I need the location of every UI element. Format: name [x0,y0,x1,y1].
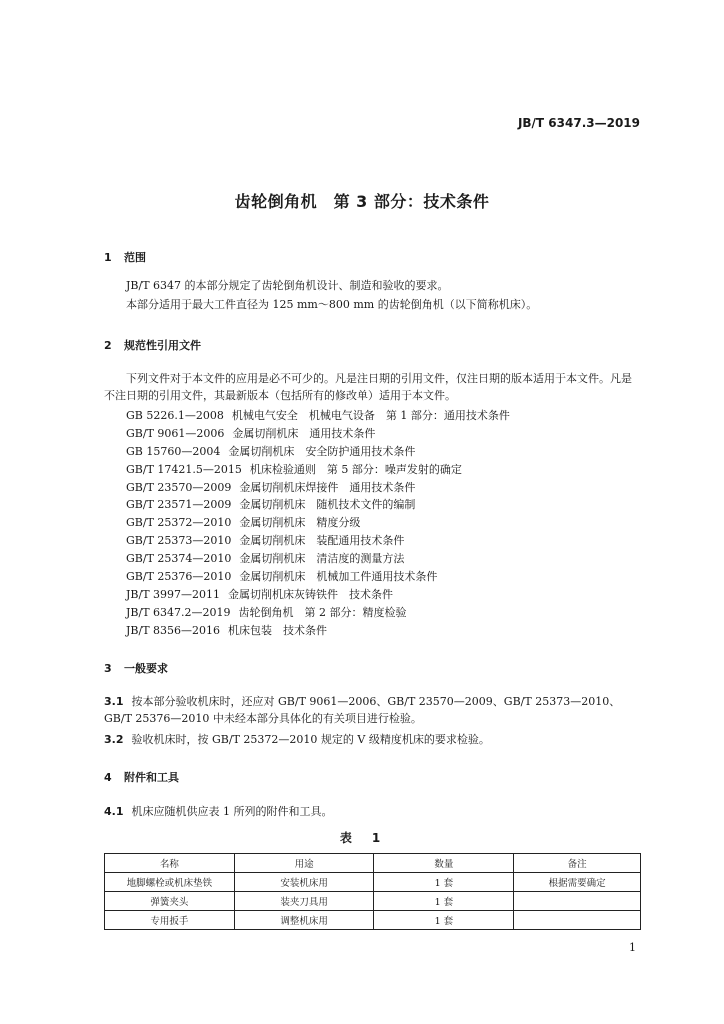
clause-text: 机床应随机供应表 1 所列的附件和工具。 [131,805,333,818]
table-cell: 地脚螺栓或机床垫铁 [105,873,235,892]
reference-item: GB/T 25374—2010 金属切削机床 清洁度的测量方法 [126,552,405,566]
table-caption: 表 1 [339,831,385,845]
table-cell: 调整机床用 [234,911,374,930]
table-cell: 1 套 [374,873,514,892]
reference-item: GB 5226.1—2008 机械电气安全 机械电气设备 第 1 部分：通用技术条件 [126,409,510,422]
column-header: 数量 [374,854,514,873]
clause-number: 3.1 [104,695,124,708]
section-3-heading [104,660,168,676]
section-4-heading [104,769,179,785]
scope-paragraph-2: 本部分适用于最大工件直径为 125 mm～800 mm 的齿轮倒角机（以下简称机床）。 [126,298,538,311]
page-number: 1 [629,941,636,954]
section-number: 2 [104,339,112,352]
column-header: 用途 [234,854,374,873]
clause-number: 4.1 [104,805,124,818]
reference-item: JB/T 3997—2011 金属切削机床灰铸铁件 技术条件 [126,587,394,601]
reference-item: GB/T 9061—2006 金属切削机床 通用技术条件 [126,426,376,440]
document-code: JB/T 6347.3—2019 [517,116,640,130]
document-title: 齿轮倒角机 第 3 部分：技术条件 [234,192,490,211]
clause-3-2 [104,731,640,748]
reference-item: GB/T 25376—2010 金属切削机床 机械加工件通用技术条件 [126,570,438,584]
section-title: 附件和工具 [124,771,179,784]
reference-item: JB/T 8356—2016 机床包装 技术条件 [126,623,328,637]
reference-list [126,407,510,640]
table-cell: 根据需要确定 [514,873,641,892]
clause-text: 按本部分验收机床时，还应对 GB/T 9061—2006、GB/T 23570—2009、GB/T 25373—2010、GB/T 25376—2010 中未经本部分具体化的有关项目进行检验。 [104,695,621,725]
references-intro: 下列文件对于本文件的应用是必不可少的。凡是注日期的引用文件，仅注日期的版本适用于本文件。凡是不注日期的引用文件，其最新版本（包括所有的修改单）适用于本文件。 [104,372,632,402]
section-2-heading [104,337,201,353]
scope-paragraph-1: JB/T 6347 的本部分规定了齿轮倒角机设计、制造和验收的要求。 [126,279,449,292]
section-title: 范围 [124,251,146,264]
accessories-table [104,853,641,930]
clause-3-1 [104,693,640,727]
section-1-heading [104,249,146,265]
column-header: 备注 [514,854,641,873]
column-header: 名称 [105,854,235,873]
table-cell: 装夹刀具用 [234,892,374,911]
table-cell: 专用扳手 [105,911,235,930]
reference-item: GB 15760—2004 金属切削机床 安全防护通用技术条件 [126,444,416,458]
section-number: 4 [104,771,112,784]
table-cell [514,911,641,930]
table-cell: 安装机床用 [234,873,374,892]
reference-item: GB/T 23571—2009 金属切削机床 随机技术文件的编制 [126,498,416,512]
table-cell: 弹簧夹头 [105,892,235,911]
table-cell [514,892,641,911]
table-cell: 1 套 [374,892,514,911]
table-header-row [105,854,641,873]
reference-item: GB/T 17421.5—2015 机床检验通则 第 5 部分：噪声发射的确定 [126,462,462,476]
table-row [105,873,641,892]
section-number: 3 [104,662,112,675]
clause-4-1 [104,803,640,820]
reference-item: GB/T 23570—2009 金属切削机床焊接件 通用技术条件 [126,480,416,494]
section-title: 规范性引用文件 [124,339,201,352]
section-title: 一般要求 [124,662,168,675]
section-number: 1 [104,251,112,264]
reference-item: JB/T 6347.2—2019 齿轮倒角机 第 2 部分：精度检验 [126,605,407,619]
table-cell: 1 套 [374,911,514,930]
reference-item: GB/T 25373—2010 金属切削机床 装配通用技术条件 [126,534,405,548]
clause-text: 验收机床时，按 GB/T 25372—2010 规定的 V 级精度机床的要求检验。 [131,733,490,746]
reference-item: GB/T 25372—2010 金属切削机床 精度分级 [126,516,361,530]
table-row [105,892,641,911]
table-row [105,911,641,930]
clause-number: 3.2 [104,733,124,746]
